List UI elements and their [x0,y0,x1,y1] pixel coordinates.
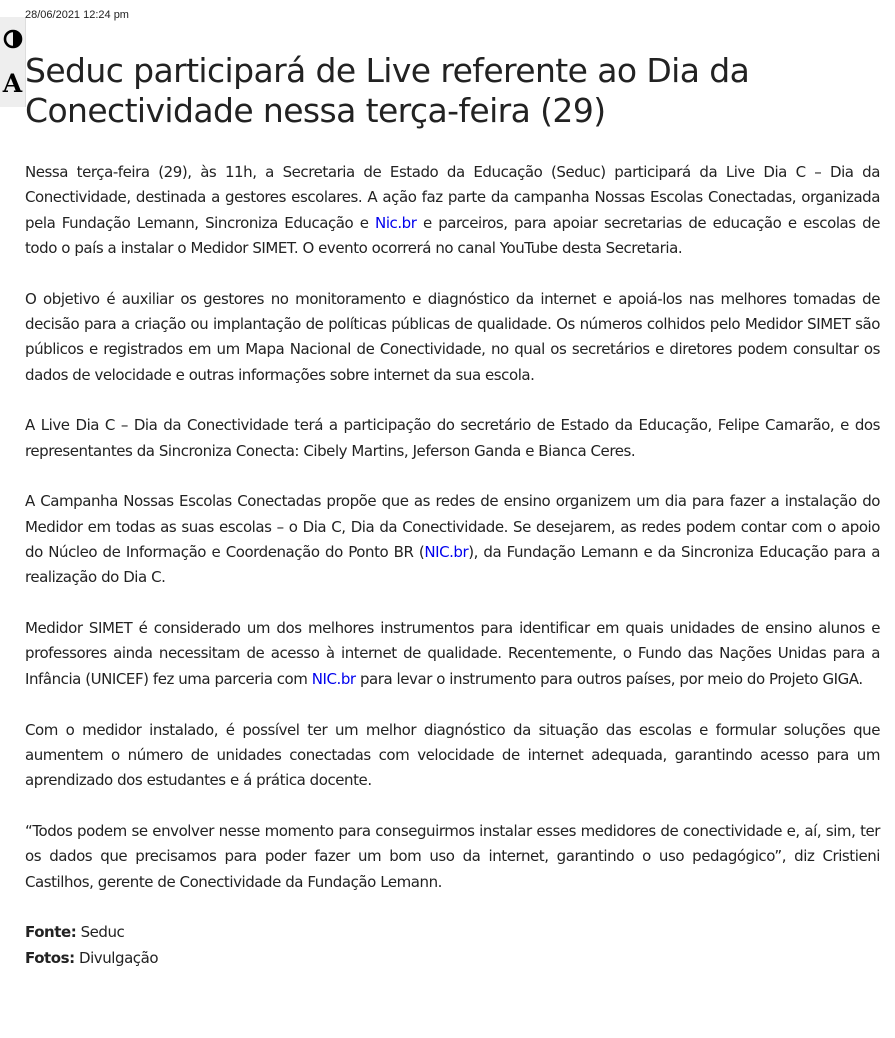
publish-date: 28/06/2021 12:24 pm [25,9,129,21]
paragraph-4-text-a: A Campanha Nossas Escolas Conectadas propõe que as redes de ensino organizem um dia para fazer a instalação do Medidor em todas as suas escolas – o Dia C, Dia da Conectividade. Se desejarem, as redes podem contar com o apoio do Núcleo de Informação e Coordenação do Ponto BR ( [25,492,880,562]
nic-br-link[interactable]: NIC.br [424,543,469,562]
photos-label: Fotos: [25,948,75,967]
paragraph-3: A Live Dia C – Dia da Conectividade terá a participação do secretário de Estado da Educação, Felipe Camarão, e dos representantes da Sincroniza Conecta: Cibely Martins, Jeferson Ganda e Bianca Ceres. [25,416,880,460]
source-label: Fonte: [25,923,77,942]
paragraph-1-text-b: e parceiros, para apoiar secretarias de educação e escolas de todo o país a instalar o Medidor SIMET. O evento ocorrerá no canal YouTube desta Secretaria. [25,213,880,257]
contrast-toggle-button[interactable] [0,26,25,52]
paragraph-4-text-b: ), da Fundação Lemann e da Sincroniza Educação para a realização do Dia C. [25,543,880,587]
nic-br-link[interactable]: Nic.br [375,213,417,232]
article-title: Seduc participará de Live referente ao Dia da Conectividade nessa terça-feira (29) [25,51,750,130]
paragraph-5-text-a: Medidor SIMET é considerado um dos melhores instrumentos para identificar em quais unidades de ensino alunos e professores ainda necessitam de acesso à internet de qualidade. Recentemente, o Fundo das Nações Unidas para a Infância (UNICEF) fez uma parceria com [25,619,880,688]
article-body [25,160,880,971]
paragraph-5 [25,616,880,692]
photo-credit [25,946,880,971]
accessibility-toolbar [0,17,26,107]
article [25,0,880,971]
contrast-icon [3,29,23,49]
article-credits [25,920,880,971]
photos-value: Divulgação [74,948,159,967]
source-value: Seduc [76,923,125,942]
paragraph-1 [25,160,880,261]
paragraph-5-text-b: para levar o instrumento para outros países, por meio do Projeto GIGA. [355,669,863,688]
font-size-button[interactable] [0,69,25,99]
nic-br-link[interactable]: NIC.br [311,669,356,688]
paragraph-2: O objetivo é auxiliar os gestores no monitoramento e diagnóstico da internet e apoiá-los nas melhores tomadas de decisão para a criação ou implantação de políticas públicas de qualidade. Os números colhidos pelo Medidor SIMET são públicos e registrados em um Mapa Nacional de Conectividade, no qual os secretários e diretores podem consultar os dados de velocidade e outras informações sobre internet da sua escola. [25,289,880,384]
paragraph-6: Com o medidor instalado, é possível ter um melhor diagnóstico da situação das escolas e formular soluções que aumentem o número de unidades conectadas com velocidade de internet adequada, garantindo acesso para um aprendizado dos estudantes e á prática docente. [25,720,880,790]
font-size-label: A [2,69,23,98]
paragraph-7: “Todos podem se envolver nesse momento para conseguirmos instalar esses medidores de conectividade e, aí, sim, ter os dados que precisamos para poder fazer um bom uso da internet, garantindo o uso pedagógico”, diz Cristieni Castilhos, gerente de Conectividade da Fundação Lemann. [25,821,880,891]
paragraph-1-text-a: Nessa terça-feira (29), às 11h, a Secretaria de Estado da Educação (Seduc) participará da Live Dia C – Dia da Conectividade, destinada a gestores escolares. A ação faz parte da campanha Nossas Escolas Conectadas, organizada pela Fundação Lemann, Sincroniza Educação e [25,163,880,232]
source-credit [25,920,880,945]
paragraph-4 [25,489,880,590]
